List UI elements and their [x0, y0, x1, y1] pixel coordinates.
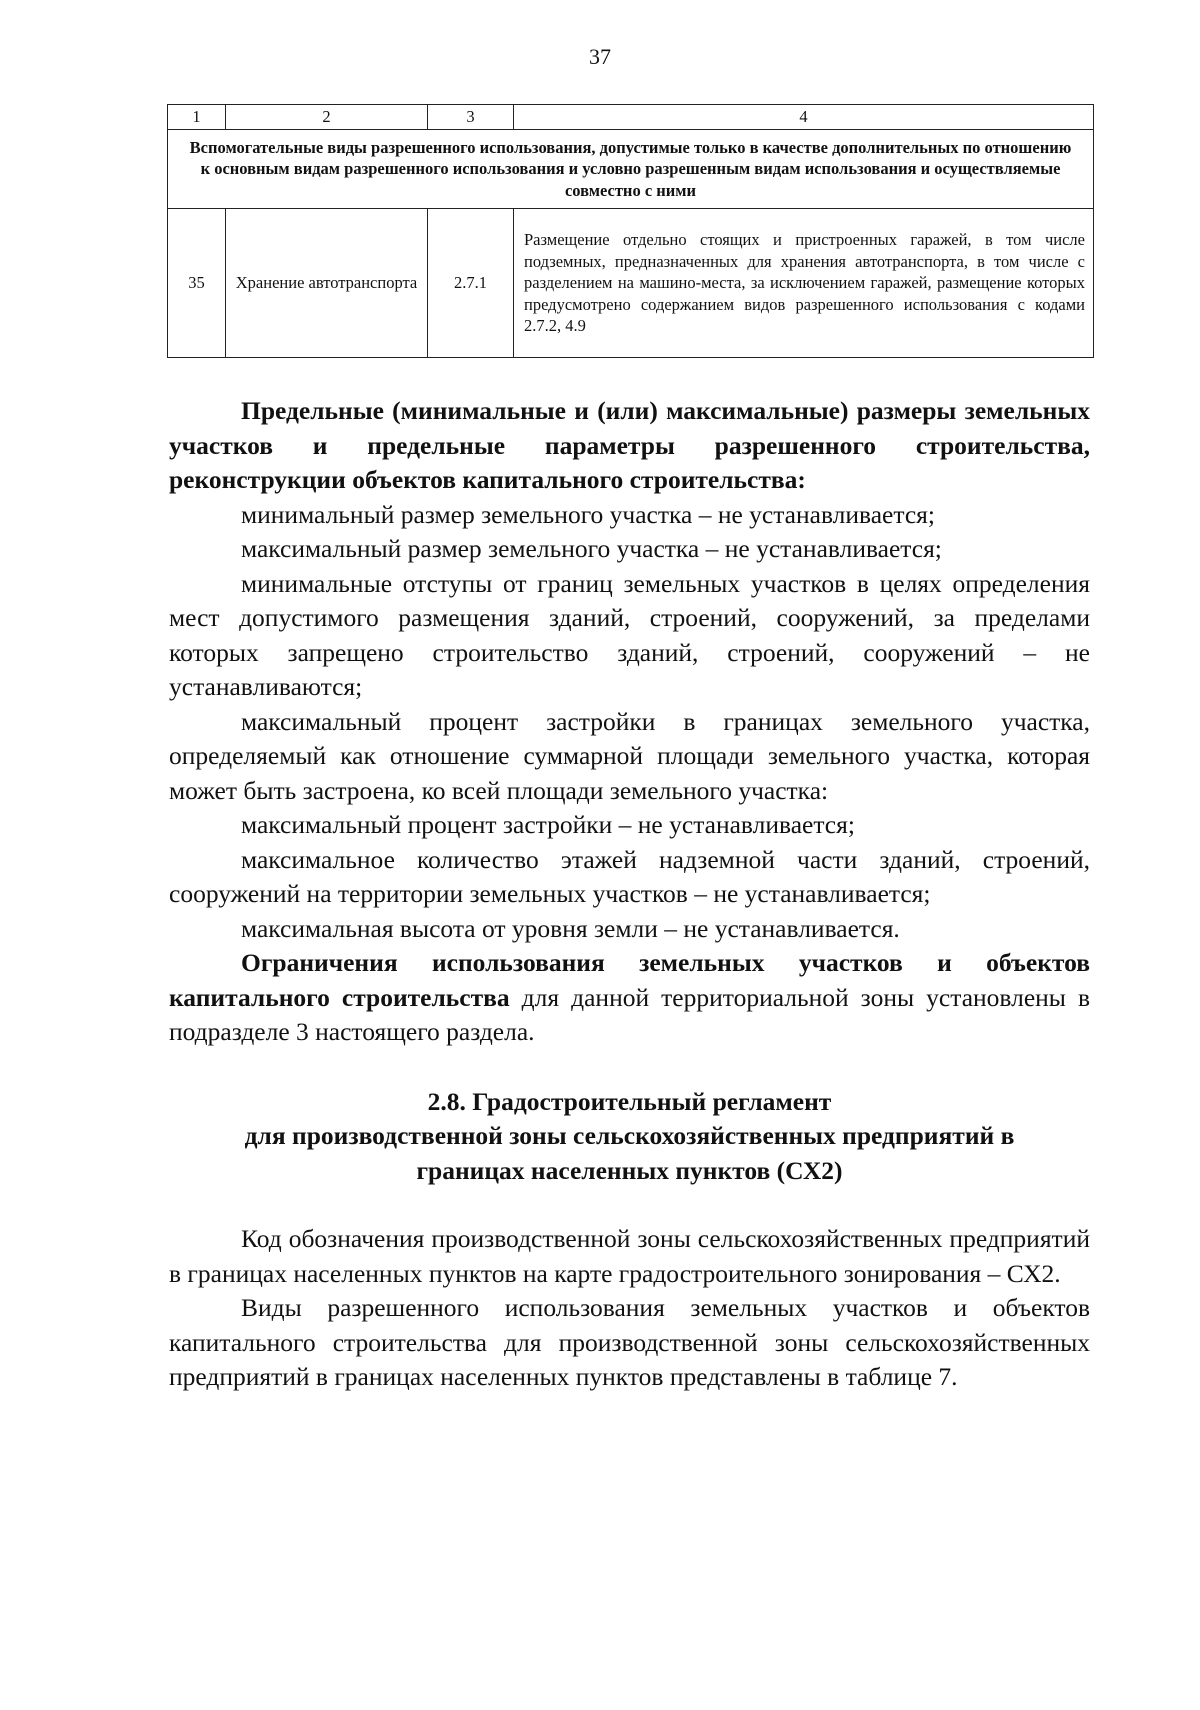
- permitted-use-table: [167, 104, 1094, 358]
- list-item: максимальная высота от уровня земли – не устанавливается.: [241, 913, 900, 943]
- section-heading-line: границах населенных пунктов (СХ2): [416, 1155, 843, 1185]
- list-item: максимальный размер земельного участка – не устанавливается;: [241, 534, 942, 563]
- permitted-types-paragraph: Виды разрешенного использования земельных участков и объектов капитального строительства для производственной зоны сельскохозяйственных предприятий в границах населенных пунктов представлены в таблице 7.: [169, 1293, 1090, 1391]
- document-body: [169, 394, 1090, 1395]
- table-cell-number: 35: [168, 209, 226, 358]
- limits-heading: Предельные (минимальные и (или) максимальные) размеры земельных участков и предельные параметры разрешенного строительства, реконструкции объектов капитального строительства:: [169, 396, 1090, 494]
- section-heading: [169, 1085, 1090, 1189]
- restrictions-bold-text: Ограничения использования земельных участков и объектов капитального строительства: [169, 948, 1090, 1012]
- table-header-cell: 1: [168, 105, 226, 130]
- table-header-cell: 3: [428, 105, 514, 130]
- zone-code-paragraph: Код обозначения производственной зоны сельскохозяйственных предприятий в границах населенных пунктов на карте градостроительного зонирования – СХ2.: [169, 1224, 1090, 1288]
- list-item: минимальные отступы от границ земельных участков в целях определения мест допустимого размещения зданий, строений, сооружений, за пределами которых запрещено строительство зданий, строений, сооружений – не устанавливаются;: [169, 568, 1090, 701]
- table-header-row: [168, 105, 1094, 130]
- table-section-row: [168, 130, 1094, 209]
- section-heading-line: 2.8. Градостроительный регламент: [427, 1086, 832, 1116]
- table-header-cell: 2: [226, 105, 428, 130]
- list-item: максимальный процент застройки – не устанавливается;: [241, 810, 855, 839]
- restrictions-paragraph: [169, 946, 1090, 1050]
- section-heading-line: для производственной зоны сельскохозяйственных предприятий в: [244, 1121, 1015, 1150]
- table-section-title: Вспомогательные виды разрешенного использования, допустимые только в качестве дополнительных по отношению к основным видам разрешенного использования и условно разрешенным видам использования и осуществляемые совместно с ними: [168, 130, 1094, 209]
- table-cell-description: Размещение отдельно стоящих и пристроенных гаражей, в том числе подземных, предназначенных для хранения автотранспорта, в том числе с разделением на машино-места, за исключением гаражей, размещение которых предусмотрено содержанием видов разрешенного использования с кодами 2.7.2, 4.9: [514, 209, 1094, 358]
- table-cell-name: Хранение автотранспорта: [226, 209, 428, 358]
- list-item: минимальный размер земельного участка – не устанавливается;: [241, 499, 935, 529]
- table-row: [168, 209, 1094, 358]
- restrictions-text: для данной территориальной зоны установлены в подразделе 3 настоящего раздела.: [169, 982, 1091, 1046]
- table-cell-code: 2.7.1: [428, 209, 514, 358]
- page-number: 37: [589, 44, 611, 69]
- list-item: максимальное количество этажей надземной части зданий, строений, сооружений на территории земельных участков – не устанавливается;: [169, 844, 1090, 908]
- list-item: максимальный процент застройки в границах земельного участка, определяемый как отношение суммарной площади земельного участка, которая может быть застроена, ко всей площади земельного участка:: [169, 706, 1090, 805]
- table-header-cell: 4: [514, 105, 1094, 130]
